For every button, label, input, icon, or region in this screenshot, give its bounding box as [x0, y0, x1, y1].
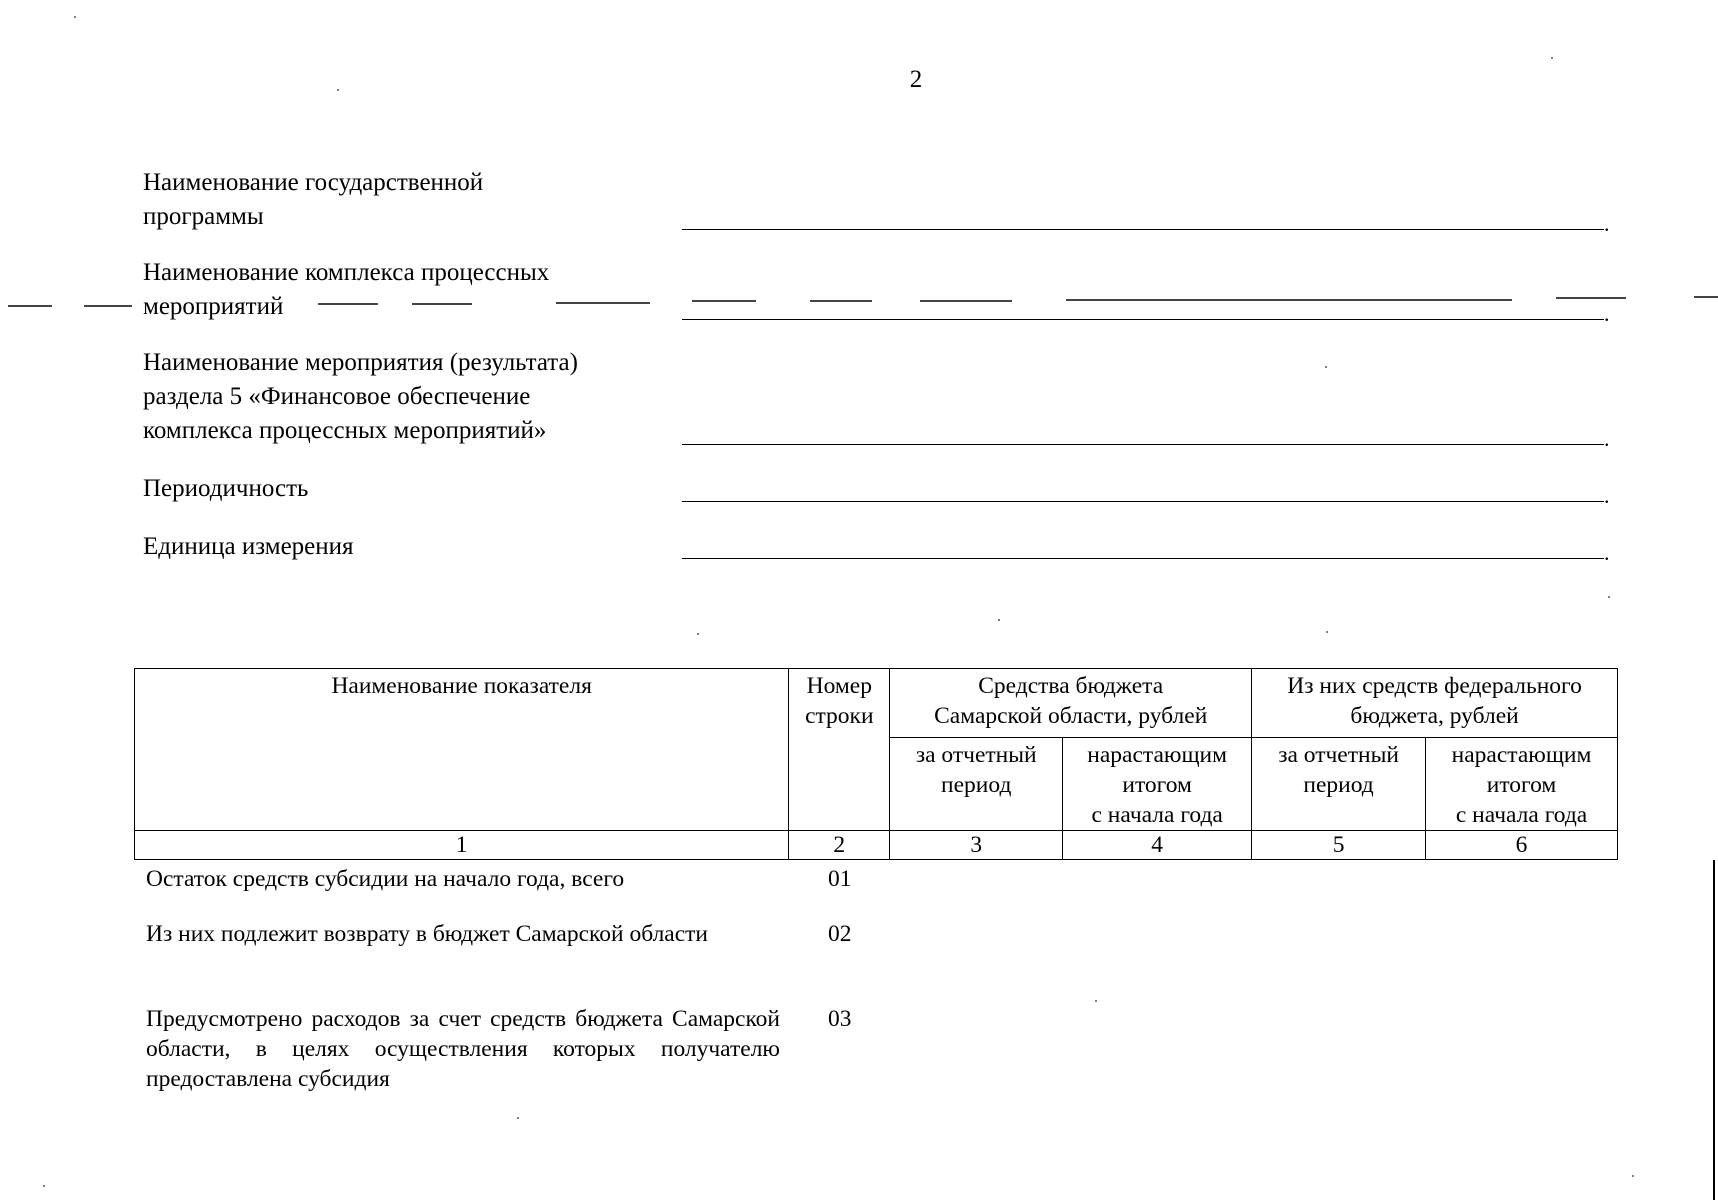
label-line: Периодичность	[143, 475, 309, 502]
header-text: итогом	[1486, 772, 1557, 798]
field-terminator: .	[1604, 483, 1610, 508]
field-terminator: .	[1604, 426, 1610, 451]
scan-dash	[8, 305, 52, 307]
field-process-complex-label	[143, 256, 549, 324]
header-text: итогом	[1122, 772, 1192, 798]
scan-speck	[998, 619, 1000, 621]
scan-dash	[1556, 297, 1626, 299]
column-number: 3	[890, 831, 1063, 860]
header-federal-cumulative	[1426, 738, 1618, 831]
header-text: за отчетный	[1278, 742, 1399, 768]
scan-dash	[84, 305, 132, 307]
scan-dash	[318, 303, 378, 305]
column-number: 1	[135, 831, 789, 860]
scan-speck	[337, 89, 339, 91]
field-unit-line[interactable]	[682, 558, 1604, 559]
scan-dash	[1066, 299, 1512, 301]
column-number: 2	[789, 831, 890, 860]
field-periodicity-line[interactable]	[682, 501, 1604, 502]
label-line: Единица измерения	[143, 533, 354, 560]
header-row-number	[789, 669, 890, 831]
header-text: Наименование показателя	[331, 673, 592, 699]
scan-speck	[1551, 57, 1553, 59]
scan-speck	[1608, 596, 1610, 598]
row-label-remaining-balance: Остаток средств субсидии на начало года, всего	[146, 866, 625, 892]
row-code: 02	[828, 921, 852, 947]
row-label-to-return: Из них подлежит возврату в бюджет Самарской области	[146, 921, 709, 947]
scan-dash	[412, 303, 472, 305]
header-federal-for-period	[1252, 738, 1426, 831]
header-regional-budget	[890, 669, 1252, 738]
scan-dash	[920, 300, 1012, 302]
column-number: 6	[1426, 831, 1618, 860]
header-text: строки	[805, 703, 874, 729]
field-state-program-line[interactable]	[682, 229, 1604, 230]
header-text: период	[941, 772, 1012, 798]
field-state-program-label	[143, 166, 483, 234]
header-text: Средства бюджета	[978, 673, 1164, 699]
header-text: Из них средств федерального	[1287, 673, 1582, 699]
header-text: Самарской области, рублей	[934, 703, 1208, 729]
scan-speck	[1325, 366, 1327, 368]
label-line: комплекса процессных мероприятий»	[143, 417, 547, 444]
scan-dash	[692, 300, 756, 302]
scan-dash	[556, 302, 650, 304]
scan-edge-line	[1713, 860, 1715, 1200]
field-terminator: .	[1604, 540, 1610, 565]
header-text: с начала года	[1091, 802, 1223, 828]
field-periodicity-label	[143, 472, 308, 506]
header-text: с начала года	[1455, 802, 1588, 828]
header-indicator-name	[135, 669, 789, 831]
header-text: бюджета, рублей	[1350, 703, 1519, 729]
column-number: 5	[1252, 831, 1426, 860]
header-text: нарастающим	[1451, 742, 1592, 768]
scan-speck	[74, 16, 76, 18]
field-process-complex-line[interactable]	[682, 319, 1604, 320]
scan-speck	[697, 633, 699, 635]
row-label-planned-expenses: Предусмотрено расходов за счет средств бюджета Самарской области, в целях осуществления которых получателю предоставлена субсидия	[146, 1006, 780, 1092]
label-line: Наименование комплекса процессных	[143, 259, 550, 286]
header-federal-budget	[1252, 669, 1618, 738]
header-regional-for-period	[890, 738, 1063, 831]
scan-speck	[517, 1117, 519, 1119]
header-text: нарастающим	[1087, 742, 1228, 768]
scan-speck	[1326, 631, 1328, 633]
label-line: программы	[143, 203, 264, 230]
scan-speck	[43, 1185, 45, 1187]
scan-speck	[1095, 1000, 1097, 1002]
scan-dash	[1694, 296, 1718, 298]
label-line: раздела 5 «Финансовое обеспечение	[143, 383, 531, 410]
row-code: 01	[828, 866, 852, 892]
field-activity-label	[143, 346, 578, 448]
header-text: за отчетный	[915, 742, 1037, 768]
header-text: Номер	[806, 673, 872, 699]
label-line: мероприятий	[143, 293, 284, 320]
field-activity-line[interactable]	[682, 444, 1604, 445]
page-number: 2	[909, 66, 923, 93]
label-line: Наименование государственной	[143, 169, 484, 196]
report-table	[134, 668, 1618, 860]
column-number: 4	[1063, 831, 1252, 860]
label-line: Наименование мероприятия (результата)	[143, 349, 578, 376]
field-unit-label	[143, 530, 354, 564]
scan-speck	[1632, 1175, 1634, 1177]
scan-dash	[810, 300, 872, 302]
header-text: период	[1303, 772, 1374, 798]
field-terminator: .	[1604, 211, 1610, 236]
header-regional-cumulative	[1063, 738, 1252, 831]
row-code: 03	[828, 1006, 852, 1032]
field-terminator: .	[1604, 301, 1610, 326]
